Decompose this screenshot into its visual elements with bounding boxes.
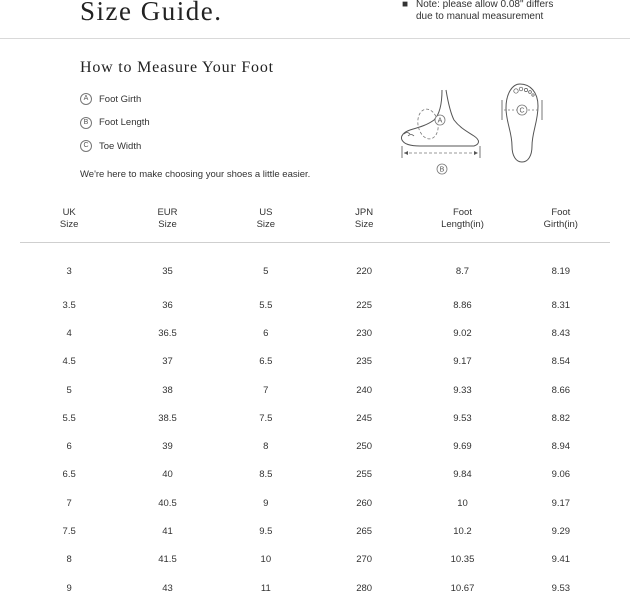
table-cell: 6.5 bbox=[20, 461, 118, 489]
table-row bbox=[20, 517, 610, 545]
size-table-container bbox=[20, 205, 610, 602]
table-cell: 10.35 bbox=[413, 546, 511, 574]
table-cell: 38.5 bbox=[118, 404, 216, 432]
table-cell: 270 bbox=[315, 546, 413, 574]
table-cell: 9.33 bbox=[413, 376, 511, 404]
table-cell: 41.5 bbox=[118, 546, 216, 574]
measurement-note bbox=[402, 0, 553, 23]
table-cell: 10 bbox=[217, 546, 315, 574]
table-cell: 38 bbox=[118, 376, 216, 404]
tagline: We're here to make choosing your shoes a little easier. bbox=[80, 169, 310, 180]
table-cell: 255 bbox=[315, 461, 413, 489]
header-divider bbox=[0, 38, 630, 39]
header-eur-size: EUR Size bbox=[118, 205, 216, 243]
table-row bbox=[20, 546, 610, 574]
header-us-size: US Size bbox=[217, 205, 315, 243]
table-cell: 9 bbox=[20, 574, 118, 602]
table-cell: 7 bbox=[20, 489, 118, 517]
table-row bbox=[20, 348, 610, 376]
table-cell: 5 bbox=[20, 376, 118, 404]
page-title: Size Guide. bbox=[80, 0, 222, 28]
table-row bbox=[20, 489, 610, 517]
table-cell: 8.7 bbox=[413, 243, 511, 292]
table-cell: 9.84 bbox=[413, 461, 511, 489]
table-cell: 8 bbox=[217, 432, 315, 460]
legend-item-foot-girth bbox=[80, 93, 150, 105]
table-cell: 5 bbox=[217, 243, 315, 292]
table-cell: 245 bbox=[315, 404, 413, 432]
table-cell: 40 bbox=[118, 461, 216, 489]
table-cell: 4 bbox=[20, 319, 118, 347]
table-cell: 9.69 bbox=[413, 432, 511, 460]
table-cell: 5.5 bbox=[217, 291, 315, 319]
diagram-label-a: A bbox=[438, 118, 443, 125]
table-cell: 8.54 bbox=[512, 348, 610, 376]
table-cell: 3 bbox=[20, 243, 118, 292]
table-cell: 6 bbox=[20, 432, 118, 460]
table-cell: 230 bbox=[315, 319, 413, 347]
bullet-icon: ■ bbox=[402, 0, 408, 11]
table-row bbox=[20, 461, 610, 489]
table-cell: 9.41 bbox=[512, 546, 610, 574]
note-line: Note: please allow 0.08" differs bbox=[416, 0, 553, 11]
table-cell: 240 bbox=[315, 376, 413, 404]
table-cell: 4.5 bbox=[20, 348, 118, 376]
legend-label: Toe Width bbox=[99, 141, 141, 152]
table-row bbox=[20, 404, 610, 432]
note-line: due to manual measurement bbox=[416, 11, 553, 23]
table-cell: 8.19 bbox=[512, 243, 610, 292]
table-cell: 9.06 bbox=[512, 461, 610, 489]
table-cell: 6.5 bbox=[217, 348, 315, 376]
table-row bbox=[20, 376, 610, 404]
table-cell: 8 bbox=[20, 546, 118, 574]
legend-item-toe-width bbox=[80, 140, 150, 152]
legend-letter: A bbox=[80, 93, 92, 105]
table-header-row bbox=[20, 205, 610, 243]
foot-diagram-icon bbox=[398, 82, 558, 182]
legend-letter: C bbox=[80, 140, 92, 152]
table-cell: 40.5 bbox=[118, 489, 216, 517]
table-cell: 5.5 bbox=[20, 404, 118, 432]
table-cell: 220 bbox=[315, 243, 413, 292]
table-cell: 36.5 bbox=[118, 319, 216, 347]
table-cell: 235 bbox=[315, 348, 413, 376]
legend-label: Foot Length bbox=[99, 117, 150, 128]
table-cell: 6 bbox=[217, 319, 315, 347]
table-cell: 11 bbox=[217, 574, 315, 602]
table-cell: 225 bbox=[315, 291, 413, 319]
table-cell: 43 bbox=[118, 574, 216, 602]
table-cell: 8.43 bbox=[512, 319, 610, 347]
table-cell: 9.17 bbox=[413, 348, 511, 376]
table-cell: 8.5 bbox=[217, 461, 315, 489]
table-cell: 10.67 bbox=[413, 574, 511, 602]
size-chart-table bbox=[20, 205, 610, 602]
diagram-label-b: B bbox=[440, 167, 445, 174]
table-row bbox=[20, 291, 610, 319]
table-cell: 8.86 bbox=[413, 291, 511, 319]
measure-legend bbox=[80, 93, 150, 164]
table-cell: 7 bbox=[217, 376, 315, 404]
table-cell: 9.17 bbox=[512, 489, 610, 517]
foot-measurement-illustration bbox=[398, 82, 558, 187]
header-foot-girth: Foot Girth(in) bbox=[512, 205, 610, 243]
table-cell: 7.5 bbox=[20, 517, 118, 545]
table-cell: 8.82 bbox=[512, 404, 610, 432]
table-cell: 8.94 bbox=[512, 432, 610, 460]
table-cell: 35 bbox=[118, 243, 216, 292]
table-cell: 10 bbox=[413, 489, 511, 517]
table-cell: 39 bbox=[118, 432, 216, 460]
table-cell: 41 bbox=[118, 517, 216, 545]
table-cell: 8.31 bbox=[512, 291, 610, 319]
legend-item-foot-length bbox=[80, 117, 150, 129]
table-cell: 9 bbox=[217, 489, 315, 517]
table-row bbox=[20, 574, 610, 602]
table-cell: 250 bbox=[315, 432, 413, 460]
table-row bbox=[20, 432, 610, 460]
legend-letter: B bbox=[80, 117, 92, 129]
table-cell: 10.2 bbox=[413, 517, 511, 545]
table-cell: 9.53 bbox=[413, 404, 511, 432]
table-cell: 7.5 bbox=[217, 404, 315, 432]
table-row bbox=[20, 243, 610, 292]
header-foot-length: Foot Length(in) bbox=[413, 205, 511, 243]
header-uk-size: UK Size bbox=[20, 205, 118, 243]
table-cell: 265 bbox=[315, 517, 413, 545]
table-cell: 9.02 bbox=[413, 319, 511, 347]
table-cell: 9.29 bbox=[512, 517, 610, 545]
size-table-body bbox=[20, 243, 610, 602]
header-jpn-size: JPN Size bbox=[315, 205, 413, 243]
table-cell: 8.66 bbox=[512, 376, 610, 404]
diagram-label-c: C bbox=[519, 108, 524, 115]
table-cell: 36 bbox=[118, 291, 216, 319]
legend-label: Foot Girth bbox=[99, 94, 141, 105]
table-cell: 3.5 bbox=[20, 291, 118, 319]
table-row bbox=[20, 319, 610, 347]
table-cell: 9.5 bbox=[217, 517, 315, 545]
table-cell: 280 bbox=[315, 574, 413, 602]
table-cell: 37 bbox=[118, 348, 216, 376]
measure-heading: How to Measure Your Foot bbox=[80, 59, 274, 77]
table-cell: 260 bbox=[315, 489, 413, 517]
table-cell: 9.53 bbox=[512, 574, 610, 602]
